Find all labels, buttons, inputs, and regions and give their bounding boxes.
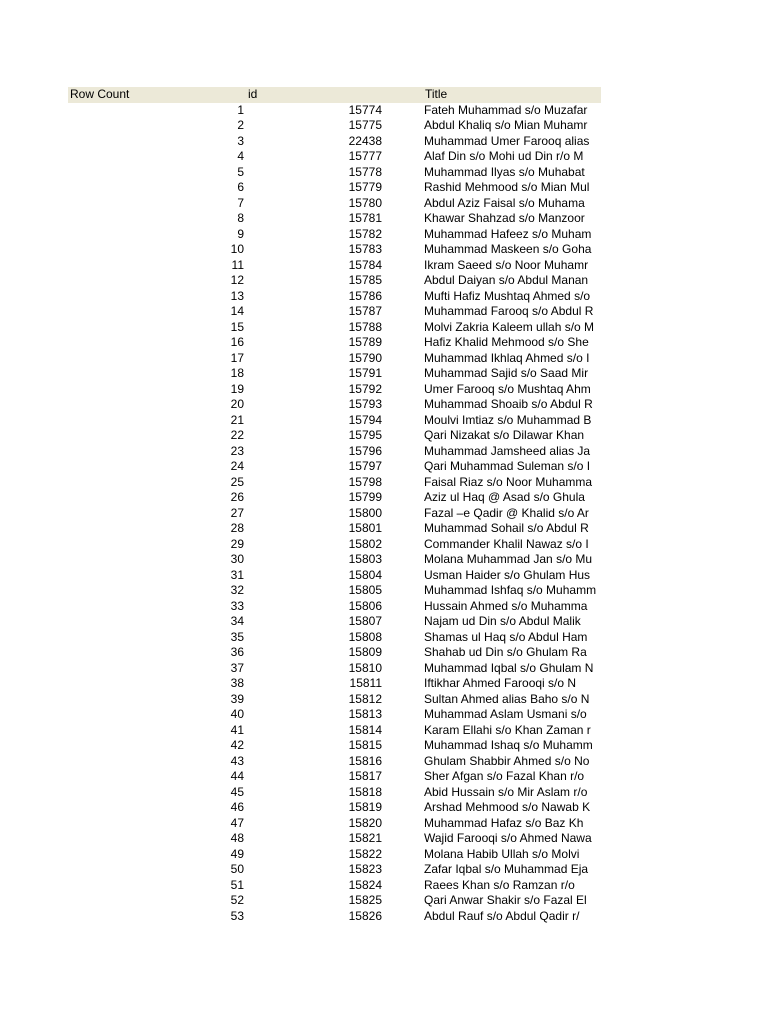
title-cell[interactable]: Muhammad Sajid s/o Saad Mir bbox=[424, 366, 589, 380]
title-cell[interactable]: Wajid Farooqi s/o Ahmed Nawa bbox=[424, 831, 592, 845]
row-count-cell[interactable]: 42 bbox=[230, 738, 244, 752]
row-count-cell[interactable]: 44 bbox=[230, 769, 244, 783]
id-cell[interactable]: 15793 bbox=[348, 397, 382, 411]
table-row[interactable] bbox=[68, 552, 601, 568]
table-row[interactable] bbox=[68, 630, 601, 646]
id-cell[interactable]: 15803 bbox=[348, 552, 382, 566]
title-cell[interactable]: Raees Khan s/o Ramzan r/o bbox=[424, 877, 575, 892]
row-count-cell[interactable]: 52 bbox=[230, 893, 244, 907]
table-row[interactable] bbox=[68, 242, 601, 258]
title-cell[interactable]: Shahab ud Din s/o Ghulam Ra bbox=[424, 645, 587, 659]
title-cell[interactable]: Iftikhar Ahmed Farooqi s/o N bbox=[424, 676, 577, 690]
table-row[interactable] bbox=[68, 738, 601, 754]
title-cell[interactable]: Khawar Shahzad s/o Manzoor bbox=[424, 211, 585, 225]
table-row[interactable] bbox=[68, 382, 601, 398]
table-row[interactable] bbox=[68, 862, 601, 878]
row-count-cell[interactable]: 35 bbox=[230, 629, 244, 644]
table-row[interactable] bbox=[68, 335, 601, 351]
id-cell[interactable]: 15817 bbox=[348, 769, 382, 783]
title-cell[interactable]: Muhammad Ilyas s/o Muhabat bbox=[424, 164, 585, 179]
title-cell[interactable]: Muhammad Umer Farooq alias bbox=[424, 133, 590, 148]
title-cell[interactable]: Muhammad Ishaq s/o Muhamm bbox=[424, 738, 593, 752]
title-cell[interactable]: Hafiz Khalid Mehmood s/o She bbox=[424, 335, 589, 349]
table-row[interactable] bbox=[68, 444, 601, 460]
id-cell[interactable]: 15801 bbox=[348, 521, 382, 535]
id-cell[interactable]: 15789 bbox=[348, 335, 382, 349]
id-cell[interactable]: 15784 bbox=[348, 257, 382, 272]
id-cell[interactable]: 15790 bbox=[348, 350, 382, 365]
title-cell[interactable]: Qari Muhammad Suleman s/o I bbox=[424, 459, 591, 473]
row-count-cell[interactable]: 15 bbox=[230, 319, 244, 334]
row-count-cell[interactable]: 40 bbox=[230, 707, 244, 721]
id-cell[interactable]: 15774 bbox=[348, 102, 382, 117]
table-row[interactable] bbox=[68, 273, 601, 289]
title-cell[interactable]: Abdul Daiyan s/o Abdul Manan bbox=[424, 273, 589, 287]
title-cell[interactable]: Rashid Mehmood s/o Mian Mul bbox=[424, 180, 590, 194]
row-count-cell[interactable]: 6 bbox=[237, 180, 244, 194]
id-cell[interactable]: 15783 bbox=[348, 242, 382, 256]
row-count-cell[interactable]: 26 bbox=[230, 490, 244, 504]
row-count-cell[interactable]: 17 bbox=[230, 350, 244, 365]
table-row[interactable] bbox=[68, 831, 601, 847]
title-cell[interactable]: Abdul Aziz Faisal s/o Muhama bbox=[424, 195, 585, 210]
title-cell[interactable]: Faisal Riaz s/o Noor Muhamma bbox=[424, 474, 593, 489]
id-cell[interactable]: 15819 bbox=[348, 800, 382, 814]
id-cell[interactable]: 15797 bbox=[348, 459, 382, 473]
title-cell[interactable]: Muhammad Aslam Usmani s/o bbox=[424, 707, 587, 721]
column-header-row-count[interactable]: Row Count bbox=[70, 87, 130, 101]
table-row[interactable] bbox=[68, 428, 601, 444]
row-count-cell[interactable]: 14 bbox=[230, 304, 244, 318]
id-cell[interactable]: 15791 bbox=[348, 366, 382, 380]
table-row[interactable] bbox=[68, 816, 601, 832]
row-count-cell[interactable]: 50 bbox=[230, 862, 244, 876]
row-count-cell[interactable]: 30 bbox=[230, 552, 244, 566]
title-cell[interactable]: Muhammad Ikhlaq Ahmed s/o I bbox=[424, 350, 590, 365]
row-count-cell[interactable]: 19 bbox=[230, 381, 244, 396]
table-row[interactable] bbox=[68, 320, 601, 336]
table-row[interactable] bbox=[68, 847, 601, 863]
id-cell[interactable]: 15818 bbox=[348, 784, 382, 799]
table-row[interactable] bbox=[68, 692, 601, 708]
row-count-cell[interactable]: 45 bbox=[230, 784, 244, 799]
id-cell[interactable]: 15812 bbox=[348, 691, 382, 706]
table-row[interactable] bbox=[68, 754, 601, 770]
table-row[interactable] bbox=[68, 676, 601, 692]
table-row[interactable] bbox=[68, 490, 601, 506]
table-row[interactable] bbox=[68, 506, 601, 522]
title-cell[interactable]: Usman Haider s/o Ghulam Hus bbox=[424, 567, 591, 582]
title-cell[interactable]: Muhammad Jamsheed alias Ja bbox=[424, 443, 591, 458]
id-cell[interactable]: 15816 bbox=[348, 753, 382, 768]
id-cell[interactable]: 15794 bbox=[348, 412, 382, 427]
table-row[interactable] bbox=[68, 878, 601, 894]
id-cell[interactable]: 15778 bbox=[348, 164, 382, 179]
title-cell[interactable]: Hussain Ahmed s/o Muhamma bbox=[424, 598, 588, 613]
id-cell[interactable]: 15825 bbox=[348, 893, 382, 907]
title-cell[interactable]: Zafar Iqbal s/o Muhammad Eja bbox=[424, 862, 589, 876]
title-cell[interactable]: Muhammad Iqbal s/o Ghulam N bbox=[424, 660, 594, 675]
row-count-cell[interactable]: 27 bbox=[230, 505, 244, 520]
row-count-cell[interactable]: 20 bbox=[230, 397, 244, 411]
row-count-cell[interactable]: 33 bbox=[230, 598, 244, 613]
title-cell[interactable]: Molvi Zakria Kaleem ullah s/o M bbox=[424, 319, 595, 334]
id-cell[interactable]: 15798 bbox=[348, 474, 382, 489]
row-count-cell[interactable]: 38 bbox=[230, 676, 244, 690]
row-count-cell[interactable]: 48 bbox=[230, 831, 244, 845]
id-cell[interactable]: 15802 bbox=[348, 536, 382, 551]
title-cell[interactable]: Molana Habib Ullah s/o Molvi bbox=[424, 846, 580, 861]
title-cell[interactable]: Muhammad Ishfaq s/o Muhamm bbox=[424, 583, 597, 597]
row-count-cell[interactable]: 47 bbox=[230, 815, 244, 830]
row-count-cell[interactable]: 3 bbox=[237, 133, 244, 148]
title-cell[interactable]: Muhammad Sohail s/o Abdul R bbox=[424, 521, 589, 535]
title-cell[interactable]: Muhammad Farooq s/o Abdul R bbox=[424, 304, 594, 318]
row-count-cell[interactable]: 24 bbox=[230, 459, 244, 473]
spreadsheet-table bbox=[68, 87, 601, 924]
id-cell[interactable]: 15815 bbox=[348, 738, 382, 752]
row-count-cell[interactable]: 23 bbox=[230, 443, 244, 458]
title-cell[interactable]: Moulvi Imtiaz s/o Muhammad B bbox=[424, 412, 592, 427]
title-cell[interactable]: Mufti Hafiz Mushtaq Ahmed s/o bbox=[424, 288, 591, 303]
row-count-cell[interactable]: 32 bbox=[230, 583, 244, 597]
table-row[interactable] bbox=[68, 227, 601, 243]
id-cell[interactable]: 15826 bbox=[348, 908, 382, 923]
table-row[interactable] bbox=[68, 304, 601, 320]
table-row[interactable] bbox=[68, 413, 601, 429]
row-count-cell[interactable]: 13 bbox=[230, 288, 244, 303]
id-cell[interactable]: 22438 bbox=[348, 133, 382, 148]
id-cell[interactable]: 15786 bbox=[348, 288, 382, 303]
table-row[interactable] bbox=[68, 289, 601, 305]
title-cell[interactable]: Aziz ul Haq @ Asad s/o Ghula bbox=[424, 490, 585, 504]
table-row[interactable] bbox=[68, 661, 601, 677]
id-cell[interactable]: 15805 bbox=[348, 583, 382, 597]
column-header-id[interactable]: id bbox=[248, 87, 258, 101]
id-cell[interactable]: 15781 bbox=[348, 211, 382, 225]
id-cell[interactable]: 15785 bbox=[348, 273, 382, 287]
table-row[interactable] bbox=[68, 645, 601, 661]
id-cell[interactable]: 15800 bbox=[348, 505, 382, 520]
title-cell[interactable]: Shamas ul Haq s/o Abdul Ham bbox=[424, 629, 588, 644]
title-cell[interactable]: Muhammad Hafaz s/o Baz Kh bbox=[424, 815, 584, 830]
table-row[interactable] bbox=[68, 196, 601, 212]
row-count-cell[interactable]: 8 bbox=[237, 211, 244, 225]
title-cell[interactable]: Ikram Saeed s/o Noor Muhamr bbox=[424, 257, 589, 272]
row-count-cell[interactable]: 28 bbox=[230, 521, 244, 535]
table-row[interactable] bbox=[68, 118, 601, 134]
title-cell[interactable]: Alaf Din s/o Mohi ud Din r/o M bbox=[424, 149, 584, 163]
title-cell[interactable]: Muhammad Hafeez s/o Muham bbox=[424, 226, 592, 241]
id-cell[interactable]: 15796 bbox=[348, 443, 382, 458]
table-row[interactable] bbox=[68, 599, 601, 615]
table-body bbox=[68, 103, 601, 925]
id-cell[interactable]: 15820 bbox=[348, 815, 382, 830]
id-cell[interactable]: 15809 bbox=[348, 645, 382, 659]
table-row[interactable] bbox=[68, 134, 601, 150]
row-count-cell[interactable]: 7 bbox=[237, 195, 244, 210]
table-row[interactable] bbox=[68, 475, 601, 491]
table-row[interactable] bbox=[68, 707, 601, 723]
title-cell[interactable]: Sher Afgan s/o Fazal Khan r/o bbox=[424, 769, 585, 783]
table-row[interactable] bbox=[68, 180, 601, 196]
table-row[interactable] bbox=[68, 211, 601, 227]
table-row[interactable] bbox=[68, 165, 601, 181]
title-cell[interactable]: Umer Farooq s/o Mushtaq Ahm bbox=[424, 381, 591, 396]
id-cell[interactable]: 15799 bbox=[348, 490, 382, 504]
id-cell[interactable]: 15779 bbox=[348, 180, 382, 194]
title-cell[interactable]: Commander Khalil Nawaz s/o I bbox=[424, 536, 589, 551]
row-count-cell[interactable]: 41 bbox=[230, 722, 244, 737]
table-header-row bbox=[68, 87, 601, 103]
id-cell[interactable]: 15775 bbox=[348, 118, 382, 132]
title-cell[interactable]: Muhammad Shoaib s/o Abdul R bbox=[424, 397, 593, 411]
row-count-cell[interactable]: 39 bbox=[230, 691, 244, 706]
id-cell[interactable]: 15822 bbox=[348, 846, 382, 861]
id-cell[interactable]: 15795 bbox=[348, 428, 382, 442]
id-cell[interactable]: 15777 bbox=[348, 149, 382, 163]
table-row[interactable] bbox=[68, 909, 601, 925]
title-cell[interactable]: Abid Hussain s/o Mir Aslam r/o bbox=[424, 784, 588, 799]
table-row[interactable] bbox=[68, 521, 601, 537]
row-count-cell[interactable]: 18 bbox=[230, 366, 244, 380]
id-cell[interactable]: 15806 bbox=[348, 598, 382, 613]
id-cell[interactable]: 15811 bbox=[349, 676, 382, 690]
row-count-cell[interactable]: 5 bbox=[237, 164, 244, 179]
row-count-cell[interactable]: 34 bbox=[230, 614, 244, 628]
row-count-cell[interactable]: 21 bbox=[230, 412, 244, 427]
row-count-cell[interactable]: 46 bbox=[230, 800, 244, 814]
title-cell[interactable]: Muhammad Maskeen s/o Goha bbox=[424, 242, 592, 256]
row-count-cell[interactable]: 49 bbox=[230, 846, 244, 861]
row-count-cell[interactable]: 37 bbox=[230, 660, 244, 675]
id-cell[interactable]: 15787 bbox=[348, 304, 382, 318]
table-row[interactable] bbox=[68, 366, 601, 382]
table-row[interactable] bbox=[68, 583, 601, 599]
table-row[interactable] bbox=[68, 258, 601, 274]
title-cell[interactable]: Fazal –e Qadir @ Khalid s/o Ar bbox=[424, 505, 589, 520]
row-count-cell[interactable]: 53 bbox=[230, 908, 244, 923]
id-cell[interactable]: 15824 bbox=[348, 877, 382, 892]
row-count-cell[interactable]: 16 bbox=[230, 335, 244, 349]
row-count-cell[interactable]: 29 bbox=[230, 536, 244, 551]
row-count-cell[interactable]: 1 bbox=[237, 102, 244, 117]
table-row[interactable] bbox=[68, 103, 601, 119]
title-cell[interactable]: Ghulam Shabbir Ahmed s/o No bbox=[424, 753, 590, 768]
id-cell[interactable]: 15813 bbox=[348, 707, 382, 721]
table-row[interactable] bbox=[68, 769, 601, 785]
id-cell[interactable]: 15821 bbox=[348, 831, 382, 845]
title-cell[interactable]: Molana Muhammad Jan s/o Mu bbox=[424, 552, 593, 566]
id-cell[interactable]: 15780 bbox=[348, 195, 382, 210]
table-row[interactable] bbox=[68, 614, 601, 630]
id-cell[interactable]: 15788 bbox=[348, 319, 382, 334]
table-row[interactable] bbox=[68, 149, 601, 165]
row-count-cell[interactable]: 22 bbox=[230, 428, 244, 442]
row-count-cell[interactable]: 2 bbox=[237, 118, 244, 132]
id-cell[interactable]: 15810 bbox=[348, 660, 382, 675]
row-count-cell[interactable]: 9 bbox=[237, 226, 244, 241]
title-cell[interactable]: Abdul Rauf s/o Abdul Qadir r/ bbox=[424, 908, 580, 923]
table-row[interactable] bbox=[68, 785, 601, 801]
table-row[interactable] bbox=[68, 459, 601, 475]
table-row[interactable] bbox=[68, 351, 601, 367]
title-cell[interactable]: Najam ud Din s/o Abdul Malik bbox=[424, 614, 581, 628]
table-row[interactable] bbox=[68, 893, 601, 909]
table-row[interactable] bbox=[68, 568, 601, 584]
title-cell[interactable]: Abdul Khaliq s/o Mian Muhamr bbox=[424, 118, 588, 132]
id-cell[interactable]: 15792 bbox=[348, 381, 382, 396]
id-cell[interactable]: 15823 bbox=[348, 862, 382, 876]
title-cell[interactable]: Qari Nizakat s/o Dilawar Khan bbox=[424, 428, 585, 442]
row-count-cell[interactable]: 10 bbox=[230, 242, 244, 256]
row-count-cell[interactable]: 11 bbox=[231, 257, 244, 272]
row-count-cell[interactable]: 4 bbox=[237, 149, 244, 163]
id-cell[interactable]: 15814 bbox=[348, 722, 382, 737]
title-cell[interactable]: Qari Anwar Shakir s/o Fazal El bbox=[424, 893, 587, 907]
title-cell[interactable]: Arshad Mehmood s/o Nawab K bbox=[424, 800, 591, 814]
table-row[interactable] bbox=[68, 800, 601, 816]
row-count-cell[interactable]: 31 bbox=[230, 567, 244, 582]
table-row[interactable] bbox=[68, 537, 601, 553]
row-count-cell[interactable]: 25 bbox=[230, 474, 244, 489]
row-count-cell[interactable]: 43 bbox=[230, 753, 244, 768]
row-count-cell[interactable]: 51 bbox=[230, 877, 244, 892]
title-cell[interactable]: Fateh Muhammad s/o Muzafar bbox=[424, 102, 588, 117]
id-cell[interactable]: 15808 bbox=[348, 629, 382, 644]
id-cell[interactable]: 15804 bbox=[348, 567, 382, 582]
row-count-cell[interactable]: 12 bbox=[230, 273, 244, 287]
row-count-cell[interactable]: 36 bbox=[230, 645, 244, 659]
title-cell[interactable]: Karam Ellahi s/o Khan Zaman r bbox=[424, 722, 591, 737]
table-row[interactable] bbox=[68, 397, 601, 413]
title-cell[interactable]: Sultan Ahmed alias Baho s/o N bbox=[424, 691, 590, 706]
column-header-title[interactable]: Title bbox=[425, 87, 448, 101]
table-row[interactable] bbox=[68, 723, 601, 739]
id-cell[interactable]: 15782 bbox=[348, 226, 382, 241]
id-cell[interactable]: 15807 bbox=[348, 614, 382, 628]
